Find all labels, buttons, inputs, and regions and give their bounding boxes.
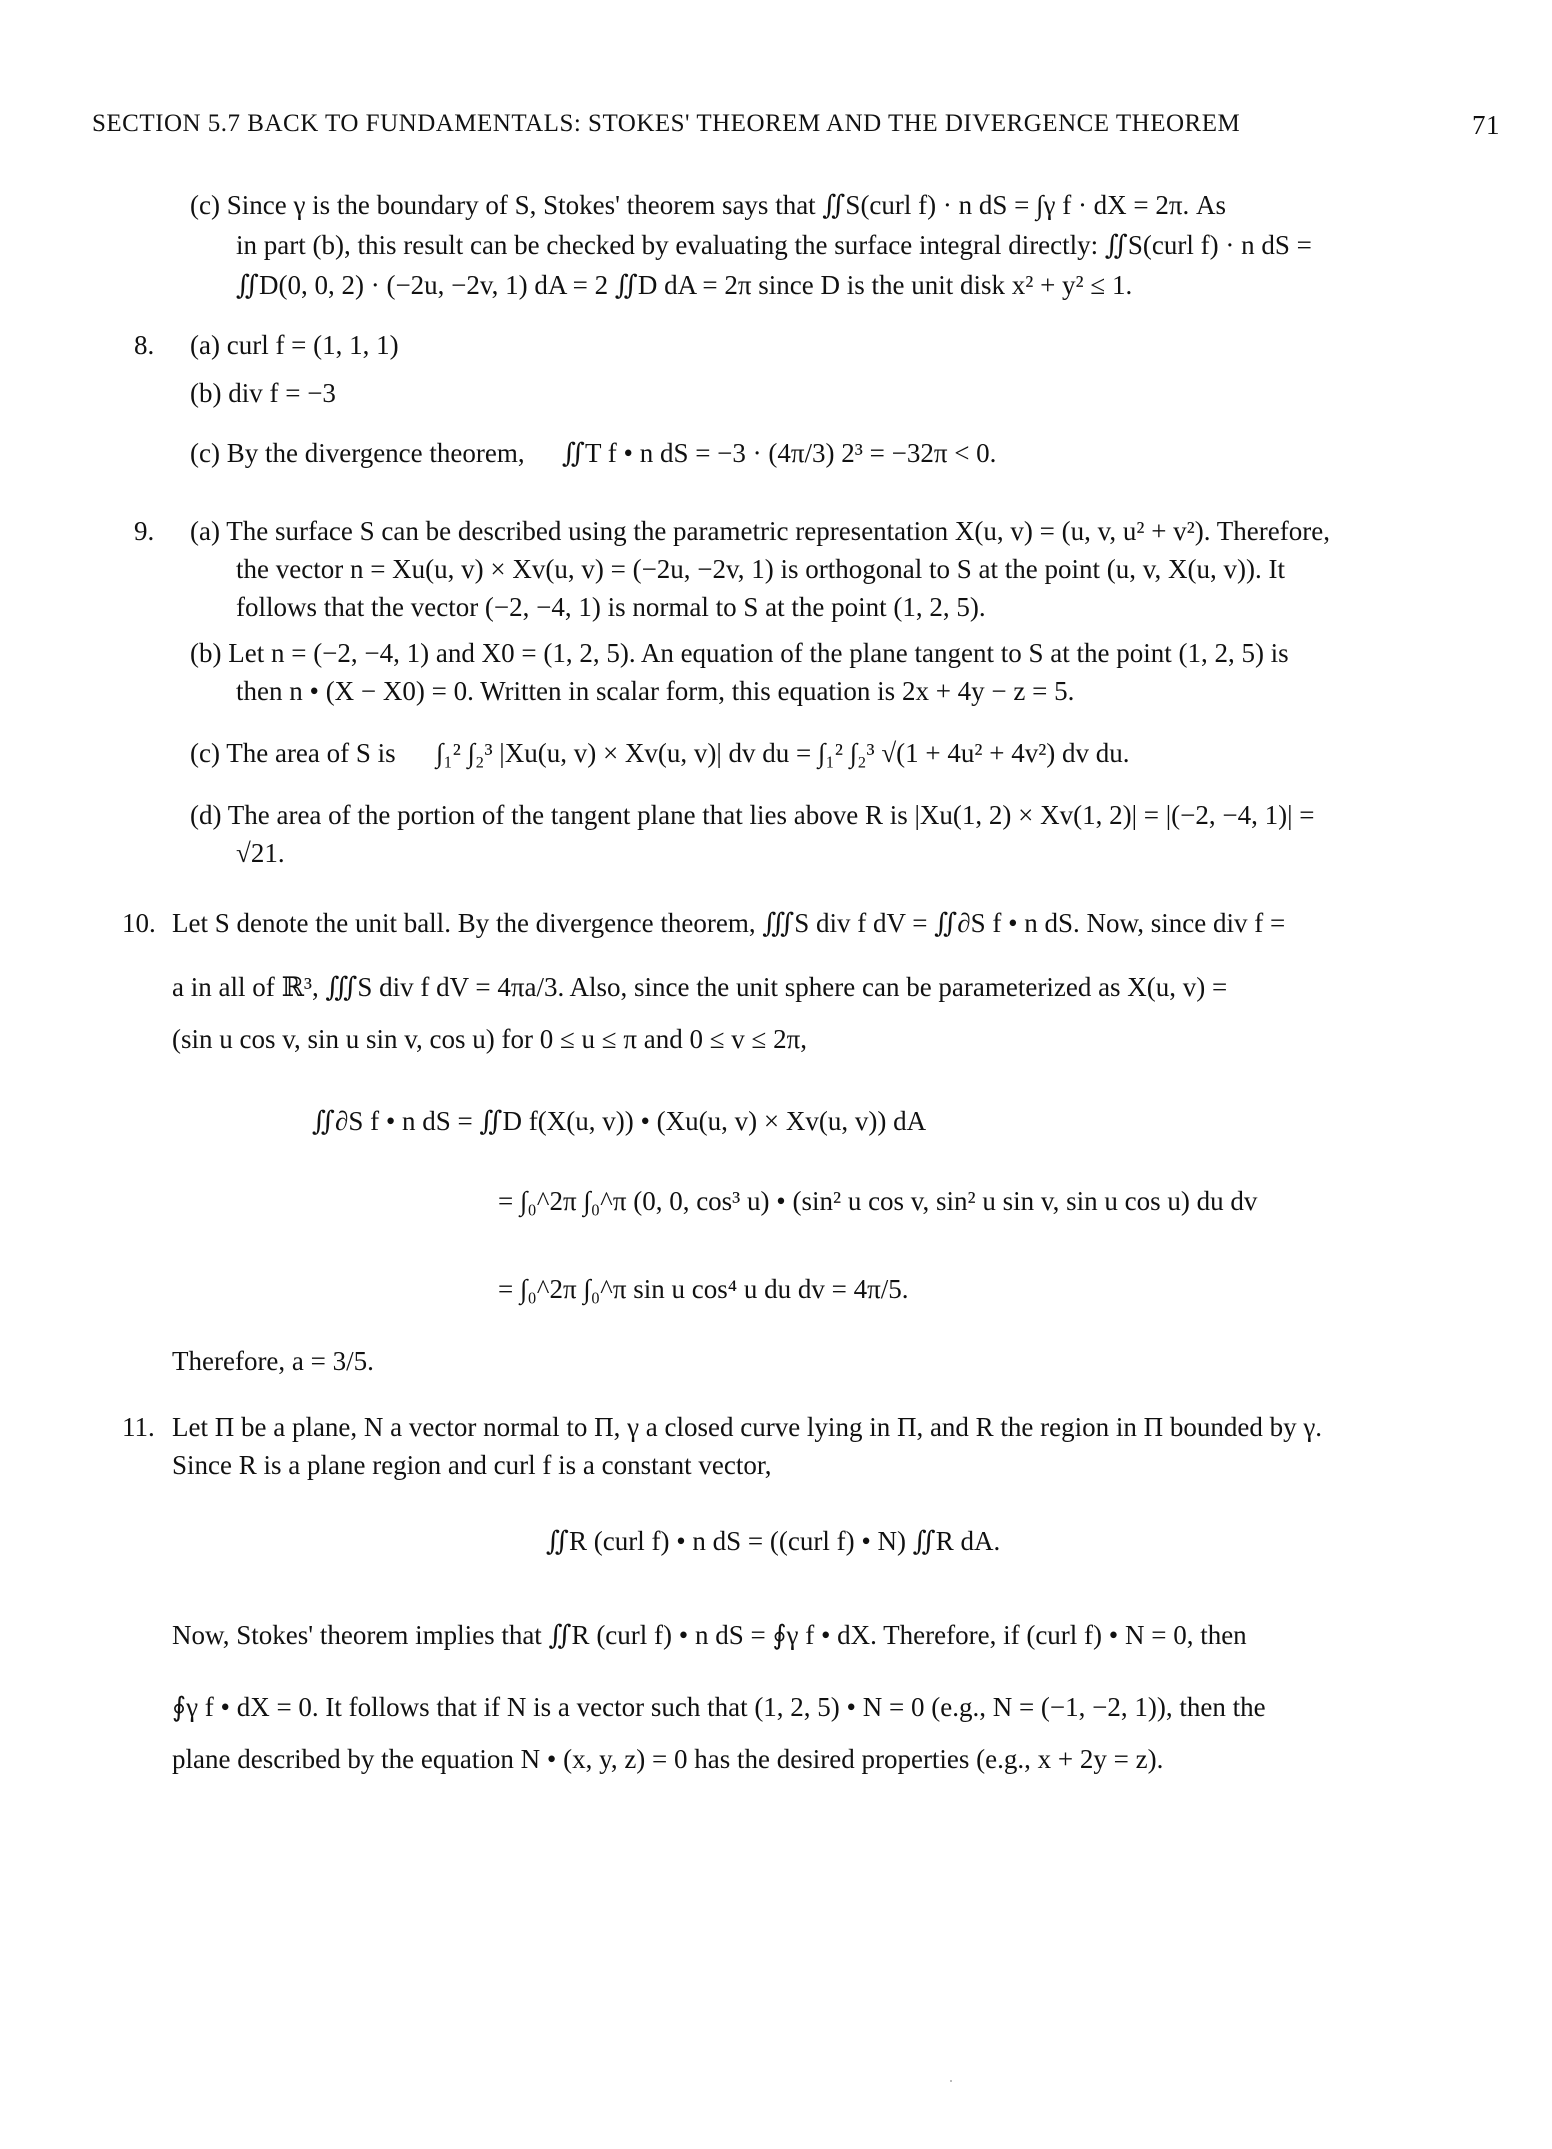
- p11-line-3: Now, Stokes' theorem implies that ∬R (curl f) • n dS = ∮γ f • dX. Therefore, if (curl f) • N = 0, then: [172, 1620, 1247, 1650]
- p9c-prefix: (c) The area of S is: [190, 738, 396, 768]
- p11-line-2: Since R is a plane region and curl f is a constant vector,: [172, 1450, 772, 1480]
- problem-11-number: 11.: [122, 1412, 155, 1442]
- p9d-line-1: (d) The area of the portion of the tangent plane that lies above R is |Xu(1, 2) × Xv(1, 2)| = |(−2, −4, 1)| =: [190, 800, 1315, 830]
- problem-9-number: 9.: [134, 516, 155, 546]
- p11-display-eq: ∬R (curl f) • n dS = ((curl f) • N) ∬R dA.: [546, 1526, 1001, 1556]
- p11-line-5: plane described by the equation N • (x, y, z) = 0 has the desired properties (e.g., x + 2y = z).: [172, 1744, 1164, 1774]
- p9b-line-2: then n • (X − X0) = 0. Written in scalar form, this equation is 2x + 4y − z = 5.: [236, 676, 1075, 706]
- p8-part-c-prefix: (c) By the divergence theorem,: [190, 438, 525, 468]
- p10-display-eq-1: ∬∂S f • n dS = ∬D f(X(u, v)) • (Xu(u, v) × Xv(u, v)) dA: [312, 1106, 927, 1136]
- page-number: 71: [1472, 110, 1500, 140]
- p10-conclusion: Therefore, a = 3/5.: [172, 1346, 374, 1376]
- p9d-line-2: √21.: [236, 838, 285, 868]
- p8-part-c-equation: ∬T f • n dS = −3 · (4π/3) 2³ = −32π < 0.: [562, 438, 997, 468]
- p10-display-eq-2: = ∫₀^2π ∫₀^π (0, 0, cos³ u) • (sin² u cos v, sin² u sin v, sin u cos u) du dv: [498, 1186, 1258, 1216]
- p10-line-1: Let S denote the unit ball. By the divergence theorem, ∭S div f dV = ∬∂S f • n dS. Now, since div f =: [172, 908, 1286, 938]
- p7c-line-1: (c) Since γ is the boundary of S, Stokes' theorem says that ∬S(curl f) · n dS = ∫γ f · dX = 2π. As: [190, 190, 1227, 220]
- p9a-line-3: follows that the vector (−2, −4, 1) is normal to S at the point (1, 2, 5).: [236, 592, 986, 622]
- p9c-equation: ∫₁² ∫₂³ |Xu(u, v) × Xv(u, v)| dv du = ∫₁² ∫₂³ √(1 + 4u² + 4v²) dv du.: [436, 738, 1130, 768]
- p7c-line-3: ∬D(0, 0, 2) · (−2u, −2v, 1) dA = 2 ∬D dA = 2π since D is the unit disk x² + y² ≤ 1.: [236, 270, 1133, 300]
- p9b-line-1: (b) Let n = (−2, −4, 1) and X0 = (1, 2, 5). An equation of the plane tangent to S at the point (1, 2, 5) is: [190, 638, 1289, 668]
- problem-8-number: 8.: [134, 330, 155, 360]
- section-title: SECTION 5.7 BACK TO FUNDAMENTALS: STOKES' THEOREM AND THE DIVERGENCE THEOREM: [92, 110, 1241, 137]
- p9a-line-2: the vector n = Xu(u, v) × Xv(u, v) = (−2u, −2v, 1) is orthogonal to S at the point (u, v, X(u, v)). It: [236, 554, 1285, 584]
- p10-line-3: (sin u cos v, sin u sin v, cos u) for 0 ≤ u ≤ π and 0 ≤ v ≤ 2π,: [172, 1024, 807, 1054]
- p11-line-1: Let Π be a plane, N a vector normal to Π, γ a closed curve lying in Π, and R the region in Π bounded by γ.: [172, 1412, 1323, 1442]
- p10-display-eq-3: = ∫₀^2π ∫₀^π sin u cos⁴ u du dv = 4π/5.: [498, 1274, 909, 1304]
- p11-line-4: ∮γ f • dX = 0. It follows that if N is a vector such that (1, 2, 5) • N = 0 (e.g., N = (−1, −2, 1)), then the: [172, 1692, 1266, 1722]
- p10-line-2: a in all of ℝ³, ∭S div f dV = 4πa/3. Also, since the unit sphere can be parameterized as X(u, v) =: [172, 972, 1228, 1002]
- scan-speck: [950, 2080, 952, 2082]
- p7c-line-2: in part (b), this result can be checked by evaluating the surface integral directly: ∬S(curl f) · n dS =: [236, 230, 1312, 260]
- p8-part-a: (a) curl f = (1, 1, 1): [190, 330, 399, 360]
- p8-part-b: (b) div f = −3: [190, 378, 336, 408]
- p9a-line-1: (a) The surface S can be described using the parametric representation X(u, v) = (u, v, u² + v²). Therefore,: [190, 516, 1330, 546]
- problem-10-number: 10.: [122, 908, 156, 938]
